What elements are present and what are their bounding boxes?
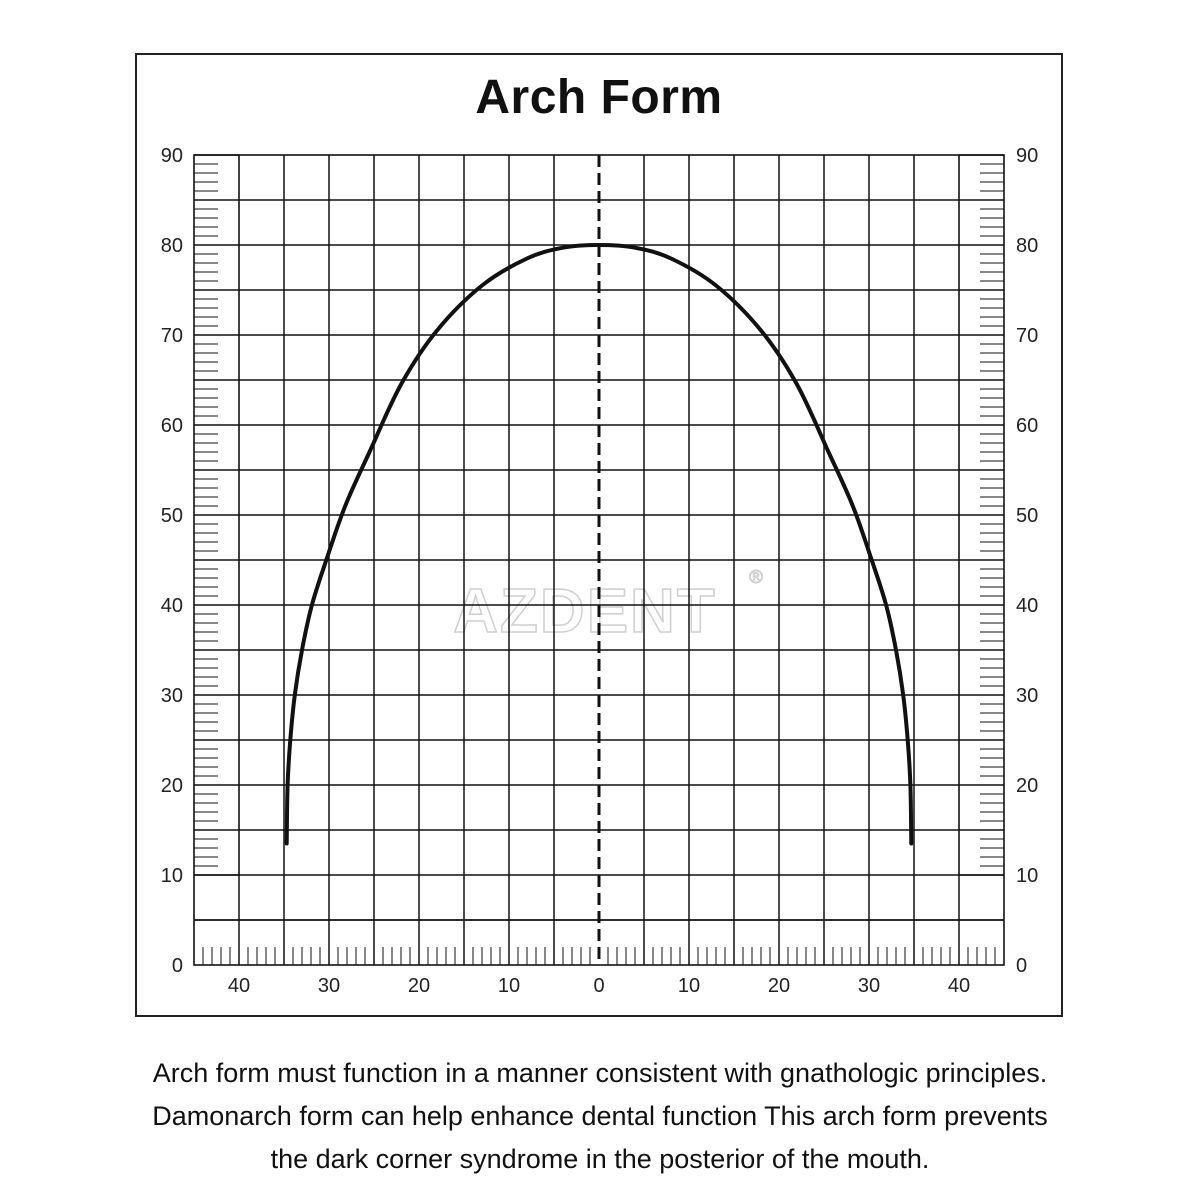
y-tick-label-right: 30 — [1016, 685, 1039, 707]
x-tick-label: 40 — [947, 975, 971, 997]
watermark-layer — [453, 567, 765, 646]
x-tick-label: 30 — [857, 975, 881, 997]
watermark-text: AZDENT — [453, 577, 717, 646]
y-tick-label-left: 0 — [171, 955, 183, 977]
y-tick-label-right: 60 — [1016, 415, 1039, 437]
y-tick-label-left: 50 — [160, 505, 183, 527]
y-tick-label-left: 20 — [160, 775, 183, 797]
x-tick-label: 10 — [677, 975, 701, 997]
y-tick-label-left: 30 — [160, 685, 183, 707]
y-tick-label-left: 10 — [160, 865, 183, 887]
y-tick-label-left: 90 — [160, 145, 183, 167]
x-tick-label: 0 — [593, 975, 605, 997]
y-tick-label-right: 70 — [1016, 325, 1039, 347]
caption-line-1: Arch form must function in a manner consistent with gnathologic principles. — [152, 1058, 1048, 1088]
y-tick-label-right: 90 — [1016, 145, 1039, 167]
y-tick-label-right: 0 — [1016, 955, 1028, 977]
x-tick-label: 20 — [767, 975, 791, 997]
y-tick-label-right: 10 — [1016, 865, 1039, 887]
y-tick-label-left: 80 — [160, 235, 183, 257]
y-tick-label-right: 80 — [1016, 235, 1039, 257]
y-tick-label-right: 20 — [1016, 775, 1039, 797]
watermark-registered-mark: ® — [747, 567, 765, 588]
y-tick-label-left: 40 — [160, 595, 183, 617]
caption-line-3: the dark corner syndrome in the posterior of the mouth. — [270, 1144, 930, 1174]
grid-layer — [194, 155, 1004, 965]
y-tick-label-left: 70 — [160, 325, 183, 347]
x-tick-label: 20 — [407, 975, 431, 997]
x-tick-label: 40 — [227, 975, 251, 997]
y-tick-label-right: 40 — [1016, 595, 1039, 617]
y-tick-label-left: 60 — [160, 415, 183, 437]
y-tick-label-right: 50 — [1016, 505, 1039, 527]
chart-title: Arch Form — [475, 71, 723, 124]
x-tick-label: 30 — [317, 975, 341, 997]
x-tick-label: 10 — [497, 975, 521, 997]
caption-line-2: Damonarch form can help enhance dental function This arch form prevents — [152, 1101, 1048, 1131]
caption — [60, 1052, 1140, 1181]
